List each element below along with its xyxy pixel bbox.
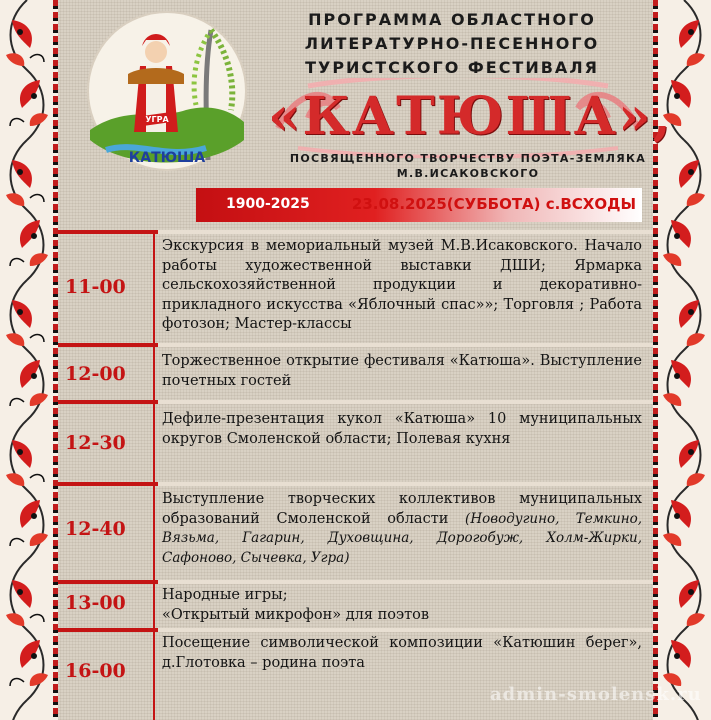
- schedule-row: [58, 482, 653, 580]
- schedule-description: Экскурсия в мемориальный музей М.В.Исаковского. Начало работы художественной выставки ДШИ; Ярмарка сельскохозяйственной продукции и декоративно-прикладного искусства «Яблочный спас»»; Торговля ; Работа фотозон; Мастер-классы: [162, 238, 642, 332]
- schedule-description: Торжественное открытие фестиваля «Катюша». Выступление почетных гостей: [162, 353, 642, 389]
- schedule-time: 16-00: [65, 660, 126, 682]
- title-line-2: ЛИТЕРАТУРНО-ПЕСЕННОГО: [304, 34, 600, 53]
- schedule-time: 12-30: [65, 432, 126, 454]
- schedule-row: [58, 628, 653, 720]
- schedule-row: [58, 343, 653, 400]
- time-column: [58, 482, 155, 580]
- time-column: [58, 628, 155, 720]
- time-column: [58, 230, 155, 343]
- festival-name-text: «КАТЮША»,: [268, 86, 673, 147]
- schedule-time: 12-40: [65, 518, 126, 540]
- schedule-row: [58, 400, 653, 482]
- schedule-time: 13-00: [65, 592, 126, 614]
- logo-caption: КАТЮША: [128, 150, 206, 166]
- schedule-description: Дефиле-презентация кукол «Катюша» 10 муниципальных округов Смоленской области; Полевая кухня: [162, 411, 642, 447]
- time-column: [58, 580, 155, 628]
- banner-years: 1900-2025: [226, 196, 310, 212]
- schedule-description: [162, 586, 642, 625]
- title-line-1: ПРОГРАММА ОБЛАСТНОГО: [308, 10, 596, 29]
- program-title: [262, 8, 642, 80]
- dedication: [268, 151, 668, 181]
- dedication-line-2: М.В.ИСАКОВСКОГО: [396, 167, 540, 180]
- banner-date-place: 23.08.2025(СУББОТА) с.ВСХОДЫ: [351, 195, 636, 213]
- schedule-description-line-1: Народные игры;: [162, 587, 288, 603]
- festival-logo-icon: [86, 10, 248, 172]
- khokhloma-ornament-left: [0, 0, 54, 720]
- festival-logo: [86, 10, 248, 172]
- schedule-time: 12-00: [65, 363, 126, 385]
- schedule-row: [58, 230, 653, 343]
- time-column: [58, 400, 155, 482]
- schedule-time: 11-00: [65, 276, 126, 298]
- dedication-line-1: ПОСВЯЩЕННОГО ТВОРЧЕСТВУ ПОЭТА-ЗЕМЛЯКА: [289, 152, 647, 165]
- schedule-description-line-2: «Открытый микрофон» для поэтов: [162, 606, 430, 623]
- schedule-row: [58, 580, 653, 628]
- title-line-3: ТУРИСТСКОГО ФЕСТИВАЛЯ: [305, 58, 599, 77]
- date-banner: [196, 188, 642, 222]
- schedule-description: [162, 490, 642, 568]
- left-ornament-border: [0, 0, 58, 720]
- logo-ribbon-text: УГРА: [145, 115, 169, 124]
- festival-name: [268, 86, 673, 147]
- schedule-description-text: Выступление творческих коллективов муниципальных образований Смоленской области: [162, 491, 642, 527]
- schedule-description: Посещение символической композиции «Катюшин берег», д.Глотовка – родина поэта: [162, 635, 642, 671]
- site-watermark: admin-smolensk.ru: [490, 684, 702, 705]
- time-column: [58, 343, 155, 400]
- schedule-participants-note: (Новодугино, Темкино, Вязьма, Гагарин, Духовщина, Дорогобуж, Холм-Жирки, Сафоново, Сычевка, Угра): [162, 510, 642, 566]
